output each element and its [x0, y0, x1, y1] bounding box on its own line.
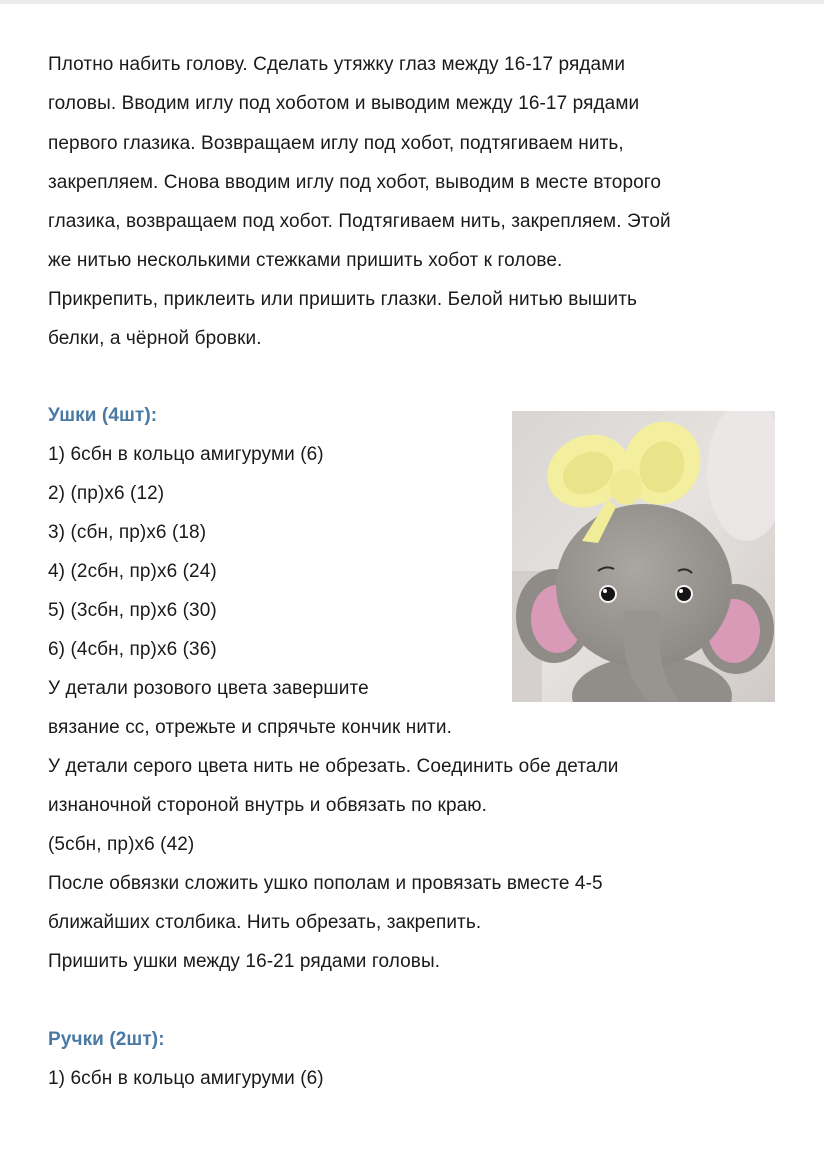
ears-step: 2) (пр)х6 (12) [48, 483, 165, 504]
intro-line: Прикрепить, приклеить или пришить глазки. Белой нитью вышить [48, 289, 638, 310]
ears-step: 3) (сбн, пр)х6 (18) [48, 522, 207, 543]
ears-note: изнаночной стороной внутрь и обвязать по краю. [48, 795, 488, 816]
ears-note: вязание сс, отрежьте и спрячьте кончик нити. [48, 717, 452, 738]
ears-heading: Ушки (4шт): [48, 405, 158, 426]
intro-line: Плотно набить голову. Сделать утяжку глаз между 16-17 рядами [48, 54, 626, 75]
intro-line: первого глазика. Возвращаем иглу под хобот, подтягиваем нить, [48, 133, 624, 154]
intro-line: белки, а чёрной бровки. [48, 328, 262, 349]
ears-step: 1) 6сбн в кольцо амигуруми (6) [48, 444, 324, 465]
intro-line: головы. Вводим иглу под хоботом и выводим между 16-17 рядами [48, 93, 640, 114]
ears-step: 6) (4сбн, пр)х6 (36) [48, 639, 217, 660]
intro-line: же нитью несколькими стежками пришить хобот к голове. [48, 250, 563, 271]
elephant-photo [512, 411, 775, 702]
ears-note: У детали розового цвета завершите [48, 678, 369, 699]
ears-step: 4) (2сбн, пр)х6 (24) [48, 561, 217, 582]
arms-heading: Ручки (2шт): [48, 1029, 165, 1050]
intro-line: закрепляем. Снова вводим иглу под хобот, выводим в месте второго [48, 172, 662, 193]
arms-step: 1) 6сбн в кольцо амигуруми (6) [48, 1068, 324, 1089]
ears-step: 5) (3сбн, пр)х6 (30) [48, 600, 217, 621]
ears-note: После обвязки сложить ушко пополам и провязать вместе 4-5 [48, 873, 603, 894]
ears-note: ближайших столбика. Нить обрезать, закрепить. [48, 912, 482, 933]
top-divider [0, 0, 824, 4]
ears-note: Пришить ушки между 16-21 рядами головы. [48, 951, 441, 972]
ears-note: У детали серого цвета нить не обрезать. Соединить обе детали [48, 756, 619, 777]
intro-line: глазика, возвращаем под хобот. Подтягиваем нить, закрепляем. Этой [48, 211, 671, 232]
ears-step: (5сбн, пр)х6 (42) [48, 834, 195, 855]
